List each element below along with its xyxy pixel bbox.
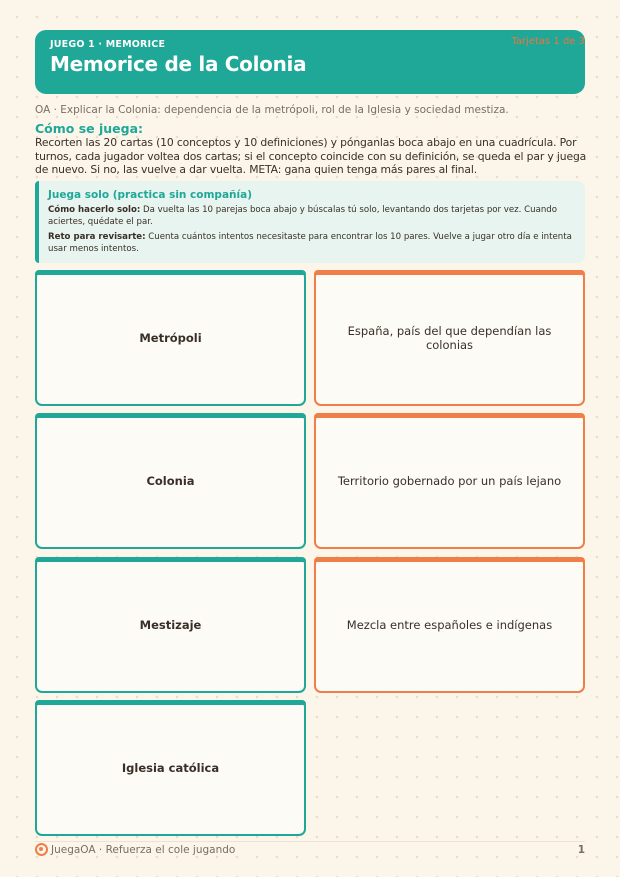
brand-logo-icon	[35, 843, 48, 856]
definition-card-text: Mezcla entre españoles e indígenas	[346, 618, 553, 632]
concept-card	[35, 700, 306, 836]
footer-brand: JuegaOA · Refuerza el cole jugando	[51, 844, 236, 856]
solo-challenge-paragraph	[48, 231, 578, 255]
card-page-count: Tarjetas 1 de 3	[511, 36, 585, 47]
card-top-bar	[314, 270, 585, 275]
concept-card	[35, 413, 306, 549]
definition-card	[314, 413, 585, 549]
definition-card-text: España, país del que dependían las colonias	[347, 324, 552, 352]
page-header	[35, 30, 585, 94]
page-title: Memorice de la Colonia	[50, 52, 307, 76]
learning-objective: OA · Explicar la Colonia: dependencia de la metrópoli, rol de la Iglesia y sociedad mestiza.	[35, 104, 509, 116]
footer-divider	[35, 841, 585, 842]
concept-card-text: Metrópoli	[139, 331, 202, 345]
card-top-bar	[314, 413, 585, 418]
solo-how-label: Cómo hacerlo solo:	[48, 205, 141, 215]
definition-card	[314, 270, 585, 406]
concept-card-text: Iglesia católica	[121, 761, 220, 775]
howto-heading: Cómo se juega:	[35, 121, 144, 136]
definition-card-text: Territorio gobernado por un país lejano	[337, 474, 562, 488]
page-number: 1	[577, 844, 585, 856]
card-top-bar	[35, 557, 306, 562]
solo-challenge-label: Reto para revisarte:	[48, 232, 146, 242]
card-top-bar	[35, 270, 306, 275]
solo-challenge-text: Cuenta cuántos intentos necesitaste para encontrar los 10 pares. Vuelve a jugar otro día e intenta usar menos intentos.	[48, 232, 572, 254]
solo-play-heading: Juega solo (practica sin compañía)	[48, 189, 252, 201]
solo-play-box	[35, 181, 585, 263]
card-top-bar	[314, 557, 585, 562]
solo-how-paragraph	[48, 204, 578, 228]
card-top-bar	[35, 413, 306, 418]
concept-card	[35, 270, 306, 406]
card-top-bar	[35, 700, 306, 705]
solo-how-text: Da vuelta las 10 parejas boca abajo y búscalas tú solo, levantando dos tarjetas por vez. Cuando aciertes, quédate el par.	[48, 205, 558, 227]
concept-card-text: Mestizaje	[139, 618, 202, 632]
howto-instructions: Recorten las 20 cartas (10 conceptos y 10 definiciones) y pónganlas boca abajo en una cuadrícula. Por turnos, cada jugador voltea dos cartas; si el concepto coincide con su definición, se queda el par y juega de nuevo. Si no, las vuelve a dar vuelta. META: gana quien tenga más pares al final.	[35, 136, 587, 177]
game-kicker: JUEGO 1 · MEMORICE	[50, 39, 166, 50]
definition-card	[314, 557, 585, 693]
concept-card-text: Colonia	[146, 474, 195, 488]
concept-card	[35, 557, 306, 693]
